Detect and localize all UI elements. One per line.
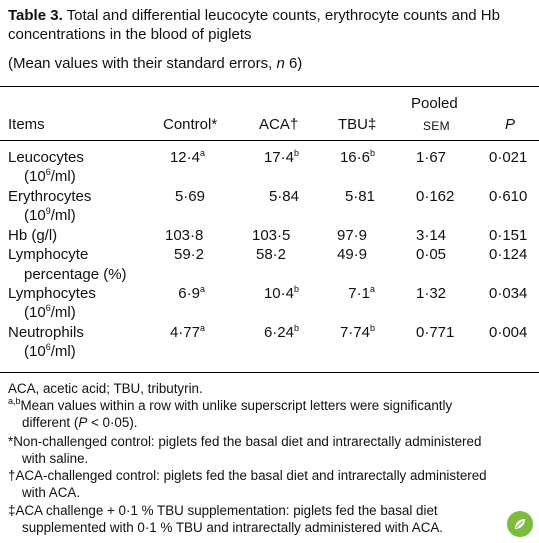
footnote-ab-text-2-pre: different ( bbox=[22, 415, 79, 430]
footnote-dagger-1: †ACA-challenged control: piglets fed the basal diet and intrarectally administered bbox=[8, 468, 487, 483]
table-title: Total and differential leucocyte counts, erythrocyte counts and Hb concentrations in the blood of piglets bbox=[8, 7, 500, 43]
leaf-badge-icon bbox=[507, 511, 533, 537]
footnote-ddagger-1: ‡ACA challenge + 0·1 % TBU supplementation: piglets fed the basal diet bbox=[8, 503, 438, 518]
row-lymph-pct-sem: 0·05 bbox=[416, 246, 447, 263]
footnote-star-1: *Non-challenged control: piglets fed the basal diet and intrarectally administered bbox=[8, 434, 482, 449]
row-leucocytes-sem: 1·67 bbox=[416, 149, 447, 166]
header-tbu: TBU‡ bbox=[338, 116, 377, 133]
row-leucocytes-tbu: $16\cdot 6^b$ bbox=[339, 148, 375, 166]
subcaption-suffix: 6) bbox=[284, 55, 303, 72]
row-lymphocytes-p: 0·034 bbox=[489, 285, 528, 302]
header-items: Items bbox=[8, 116, 45, 133]
row-neutrophils-aca: $6\cdot 24^b$ bbox=[263, 323, 299, 341]
row-neutrophils-control: $4\cdot 77^a$ bbox=[169, 323, 205, 341]
row-hb-aca: 103·5 bbox=[252, 227, 291, 244]
row-lymphocytes-control: $6\cdot 9^a$ bbox=[178, 284, 205, 302]
header-pooled: Pooled bbox=[411, 95, 458, 112]
row-leucocytes-unit: $(10^6/ml)$ bbox=[24, 167, 76, 185]
row-neutrophils-tbu: $7\cdot 74^b$ bbox=[339, 323, 375, 341]
subcaption-n: n bbox=[276, 55, 285, 72]
row-erythrocytes-aca: 5·84 bbox=[268, 188, 299, 205]
row-lymph-pct-item2: percentage (%) bbox=[24, 266, 127, 283]
row-lymph-pct-aca: 58·2 bbox=[256, 246, 287, 263]
header-aca: ACA† bbox=[259, 116, 299, 133]
row-hb-p: 0·151 bbox=[489, 227, 528, 244]
row-neutrophils-sem: 0·771 bbox=[416, 324, 455, 341]
row-neutrophils-unit: $(10^6/ml)$ bbox=[24, 342, 76, 360]
header-control: Control* bbox=[163, 116, 218, 133]
footnote-ab-2 bbox=[8, 414, 539, 431]
row-erythrocytes-sem: 0·162 bbox=[416, 188, 455, 205]
table-label: Table 3. bbox=[8, 7, 63, 24]
row-erythrocytes-tbu: 5·81 bbox=[344, 188, 375, 205]
row-lymphocytes-item: Lymphocytes bbox=[8, 285, 96, 302]
footnote-star-2: with saline. bbox=[22, 451, 89, 466]
footnote-ab-text-2-post: < 0·05). bbox=[87, 415, 138, 430]
bottom-rule bbox=[0, 372, 539, 373]
footnote-ab bbox=[8, 397, 532, 414]
row-lymphocytes-sem: 1·32 bbox=[416, 285, 447, 302]
row-leucocytes-aca: $17\cdot 4^b$ bbox=[263, 148, 299, 166]
row-hb-tbu: 97·9 bbox=[337, 227, 368, 244]
row-erythrocytes-control: 5·69 bbox=[174, 188, 205, 205]
row-erythrocytes-item: Erythrocytes bbox=[8, 188, 92, 205]
row-neutrophils-p: 0·004 bbox=[489, 324, 528, 341]
footnote-abbrev: ACA, acetic acid; TBU, tributyrin. bbox=[8, 381, 203, 396]
row-lymph-pct-tbu: 49·9 bbox=[337, 246, 368, 263]
footnote-ab-mark: a,b bbox=[8, 396, 21, 406]
footnote-dagger-2: with ACA. bbox=[22, 485, 81, 500]
footnote-ddagger-2: supplemented with 0·1 % TBU and intrarectally administered with ACA. bbox=[22, 520, 444, 535]
header-sem: SEM bbox=[423, 119, 450, 133]
header-p: P bbox=[505, 116, 516, 133]
row-lymphocytes-aca: $10\cdot 4^b$ bbox=[263, 284, 299, 302]
row-hb-item: Hb (g/l) bbox=[8, 227, 58, 244]
row-hb-control: 103·8 bbox=[165, 227, 204, 244]
leaf-glyph-icon bbox=[512, 516, 528, 532]
row-leucocytes-item: Leucocytes bbox=[8, 149, 84, 166]
row-lymph-pct-item: Lymphocyte bbox=[8, 246, 89, 263]
row-lymphocytes-unit: $(10^6/ml)$ bbox=[24, 303, 76, 321]
row-lymph-pct-control: 59·2 bbox=[174, 246, 205, 263]
row-leucocytes-p: 0·021 bbox=[489, 149, 528, 166]
row-lymphocytes-tbu: $7\cdot 1^a$ bbox=[348, 284, 375, 302]
footnote-ab-text-1: Mean values within a row with unlike superscript letters were significantly bbox=[20, 398, 453, 413]
row-erythrocytes-p: 0·610 bbox=[489, 188, 528, 205]
row-neutrophils-item: Neutrophils bbox=[8, 324, 84, 341]
row-leucocytes-control: $12\cdot 4^a$ bbox=[169, 148, 205, 166]
row-lymph-pct-p: 0·124 bbox=[489, 246, 528, 263]
subcaption-prefix: (Mean values with their standard errors, bbox=[8, 55, 277, 72]
row-hb-sem: 3·14 bbox=[416, 227, 447, 244]
row-erythrocytes-unit: $(10^9/ml)$ bbox=[24, 206, 76, 224]
footnote-ab-p: P bbox=[78, 415, 88, 430]
